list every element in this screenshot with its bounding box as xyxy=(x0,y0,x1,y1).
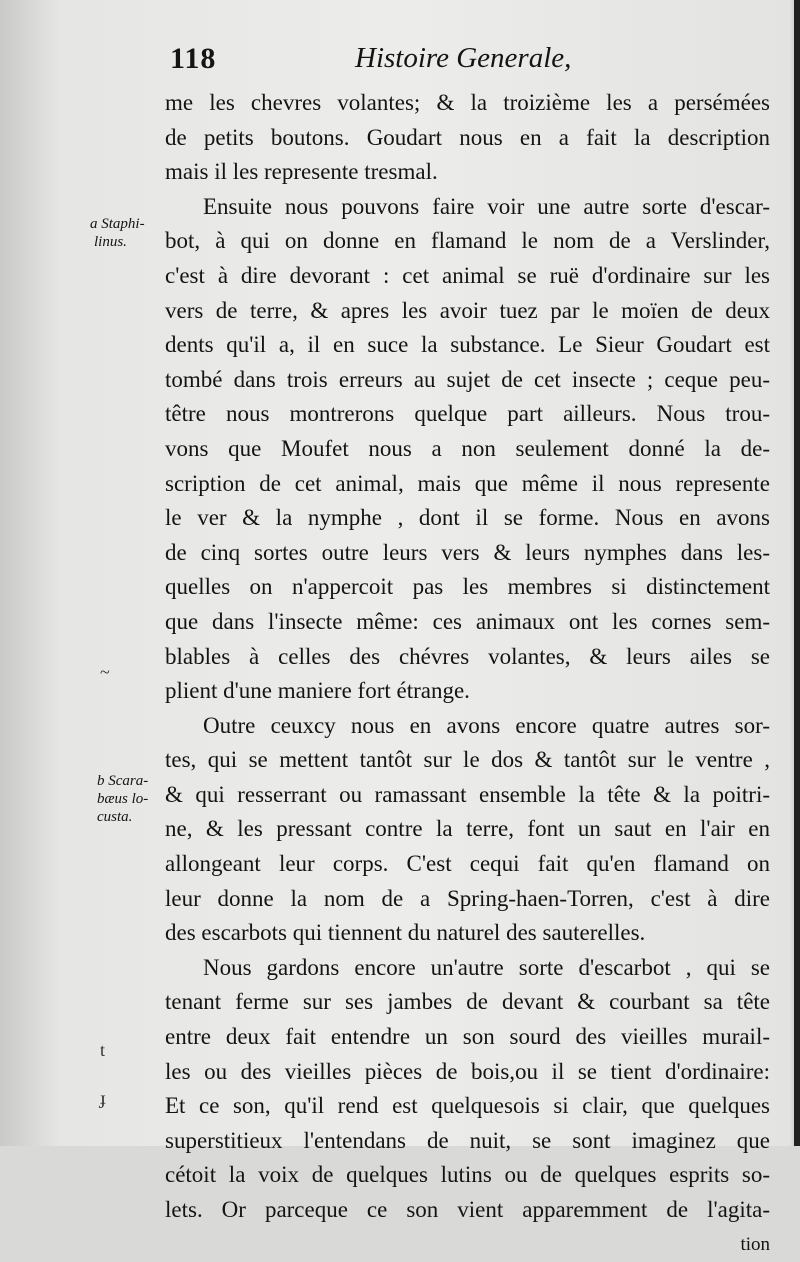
margin-note-staphilinus xyxy=(90,215,145,251)
text-line: Et ce son, qu'il rend est quelquesois si clair, que quelques xyxy=(165,1093,770,1119)
text-line: de petits boutons. Goudart nous en a fait la description xyxy=(165,124,770,150)
text-line: blables à celles des chévres volantes, & leurs ailes se xyxy=(165,643,770,669)
page-header xyxy=(170,40,770,80)
text-line: vons que Moufet nous a non seulement donné la de- xyxy=(165,435,770,461)
text-line: vers de terre, & apres les avoir tuez par le moïen de deux xyxy=(165,297,770,323)
catchword: tion xyxy=(740,1233,770,1255)
running-title: Histoire Generale, xyxy=(355,42,572,74)
text-line: Ensuite nous pouvons faire voir une autre sorte d'escar- xyxy=(203,193,770,219)
ink-mark: ɟ xyxy=(100,1088,106,1108)
body-text xyxy=(165,86,770,1262)
text-line: le ver & la nymphe , dont il se forme. Nous en avons xyxy=(165,505,770,531)
text-line: ne, & les pressant contre la terre, font un saut en l'air en xyxy=(165,816,770,842)
margin-note-line: linus. xyxy=(94,234,127,250)
text-line: scription de cet animal, mais que même il nous represente xyxy=(165,470,770,496)
text-line: cétoit la voix de quelques lutins ou de quelques esprits so- xyxy=(165,1162,770,1188)
text-line: plient d'une maniere fort étrange. xyxy=(165,678,470,704)
margin-note-line: custa. xyxy=(97,809,133,825)
text-line: Nous gardons encore un'autre sorte d'escarbot , qui se xyxy=(203,954,770,980)
text-line: Outre ceuxcy nous en avons encore quatre autres sor- xyxy=(203,712,770,738)
text-line: leur donne la nom de a Spring-haen-Torren, c'est à dire xyxy=(165,885,770,911)
text-line: les ou des vieilles pièces de bois,ou il se tient d'ordinaire: xyxy=(165,1058,770,1084)
text-line: me les chevres volantes; & la troizième les a persémées xyxy=(165,90,770,115)
ink-mark: t xyxy=(100,1040,106,1060)
text-line: tombé dans trois erreurs au sujet de cet insecte ; ceque peu- xyxy=(165,366,770,392)
text-line: de cinq sortes outre leurs vers & leurs nymphes dans les- xyxy=(165,539,770,565)
page-number: 118 xyxy=(170,42,217,75)
text-line: têtre nous montrerons quelque part ailleurs. Nous trou- xyxy=(165,401,770,427)
text-line: entre deux fait entendre un son sourd des vieilles murail- xyxy=(165,1024,770,1050)
text-line: des escarbots qui tiennent du naturel des sauterelles. xyxy=(165,920,646,946)
text-line: mais il les represente tresmal. xyxy=(165,159,438,185)
margin-note-line: a Staphi- xyxy=(90,216,145,232)
margin-note-line: bæus lo- xyxy=(97,791,149,807)
text-line: que dans l'insecte même: ces animaux ont les cornes sem- xyxy=(165,608,770,634)
text-line: lets. Or parceque ce son vient apparemment de l'agita- xyxy=(165,1197,770,1222)
text-line: & qui resserrant ou ramassant ensemble la tête & la poitri- xyxy=(165,781,770,807)
margin-note-scarabaeus xyxy=(97,772,148,826)
text-line: c'est à dire devorant : cet animal se ruë d'ordinaire sur les xyxy=(165,262,770,288)
text-line: dents qu'il a, il en suce la substance. Le Sieur Goudart est xyxy=(165,332,770,358)
text-line: allongeant leur corps. C'est cequi fait qu'en flamand on xyxy=(165,851,770,877)
ink-mark: ~ xyxy=(100,662,110,682)
text-line: bot, à qui on donne en flamand le nom de a Verslinder, xyxy=(165,228,770,254)
margin-note-line: b Scara- xyxy=(97,773,149,789)
text-line: superstitieux l'entendans de nuit, se sont imaginez que xyxy=(165,1127,770,1153)
page-edge-shadow xyxy=(794,0,800,1146)
text-line: quelles on n'appercoit pas les membres si distinctement xyxy=(165,574,770,600)
text-line: tes, qui se mettent tantôt sur le dos & tantôt sur le ventre , xyxy=(165,747,770,773)
text-line: tenant ferme sur ses jambes de devant & courbant sa tête xyxy=(165,989,770,1015)
